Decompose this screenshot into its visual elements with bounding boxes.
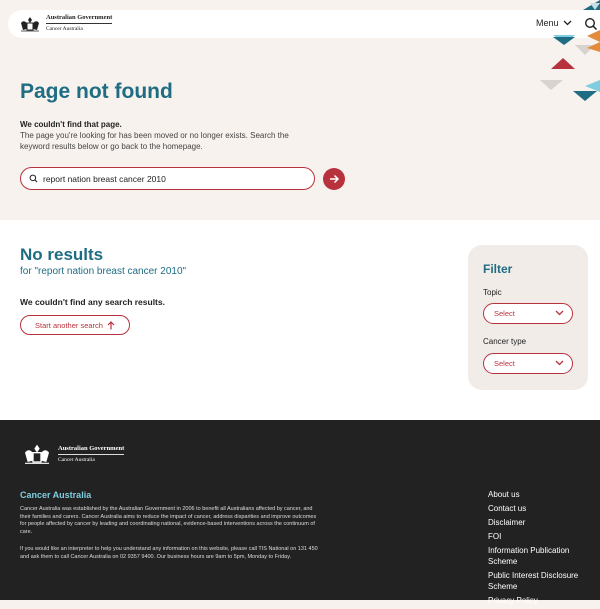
- footer-logo-line-2: Cancer Australia: [58, 456, 95, 463]
- filter-panel: [468, 245, 588, 390]
- decorative-triangles: [535, 0, 600, 105]
- coat-of-arms-icon: [18, 15, 42, 33]
- logo-line-2: Cancer Australia: [46, 26, 83, 32]
- chevron-down-icon: [555, 310, 564, 316]
- no-results-title: No results: [20, 245, 104, 264]
- no-results-message: We couldn't find any search results.: [20, 297, 165, 307]
- footer-link-foi[interactable]: FOI: [488, 532, 502, 541]
- topic-select[interactable]: [483, 303, 573, 324]
- main-content: [0, 220, 600, 420]
- topic-select-value: Select: [494, 309, 515, 318]
- footer-link-contact-us[interactable]: Contact us: [488, 504, 527, 513]
- logo-line-1: Australian Government: [46, 14, 112, 24]
- footer-link-information-publication-scheme[interactable]: Information Publication Scheme: [488, 546, 570, 566]
- footer-logo-line-1: Australian Government: [58, 445, 124, 455]
- menu-label: Menu: [536, 18, 559, 28]
- search-input[interactable]: [43, 174, 293, 184]
- start-another-search-label: Start another search: [35, 320, 103, 330]
- start-another-search-button[interactable]: [20, 315, 130, 335]
- filter-title: Filter: [483, 262, 513, 276]
- page-title: Page not found: [20, 80, 173, 103]
- footer-links: [488, 489, 598, 609]
- search-submit-button[interactable]: [323, 168, 345, 190]
- arrow-up-icon: [107, 321, 115, 330]
- chevron-down-icon: [555, 360, 564, 366]
- footer-logo-text: [58, 445, 124, 464]
- cancer-type-select-value: Select: [494, 359, 515, 368]
- site-header: [8, 10, 600, 38]
- footer-logo[interactable]: [20, 442, 124, 466]
- arrow-right-icon: [329, 174, 339, 184]
- search-icon: [29, 174, 38, 183]
- page-subtitle: We couldn't find that page.: [20, 120, 122, 129]
- site-logo[interactable]: [18, 14, 112, 33]
- footer-link-privacy-policy[interactable]: Privacy Policy: [488, 596, 538, 605]
- footer-interpreter-text: If you would like an interpreter to help you understand any information on this website, please call TIS National on 131 450 and ask them to call Cancer Australia on 02 9357 9400. Our business hours are 9am to 5pm, Monday to Friday.: [20, 546, 318, 560]
- cancer-type-label: Cancer type: [483, 337, 527, 346]
- logo-text: [46, 14, 112, 33]
- topic-label: Topic: [483, 288, 502, 297]
- search-field[interactable]: [20, 167, 315, 190]
- cancer-type-select[interactable]: [483, 353, 573, 374]
- page-description: The page you're looking for has been moved or no longer exists. Search the keyword results below or go back to the homepage.: [20, 131, 289, 151]
- footer-link-public-interest-disclosure-scheme[interactable]: Public Interest Disclosure Scheme: [488, 571, 579, 591]
- footer-org-name: Cancer Australia: [20, 490, 92, 500]
- footer-link-about-us[interactable]: About us: [488, 490, 520, 499]
- coat-of-arms-icon: [20, 442, 54, 466]
- footer-link-disclaimer[interactable]: Disclaimer: [488, 518, 526, 527]
- footer-about-text: Cancer Australia was established by the Australian Government in 2006 to benefit all Australians affected by cancer, and their families and carers. Cancer Australia aims to reduce the impact of cancer, address disparities and improve outcomes for people affected by cancer by leading and coordinating national, evidence-based interventions across the continuum of care.: [20, 506, 317, 535]
- site-footer: [0, 420, 600, 605]
- no-results-query: for "report nation breast cancer 2010": [20, 266, 187, 277]
